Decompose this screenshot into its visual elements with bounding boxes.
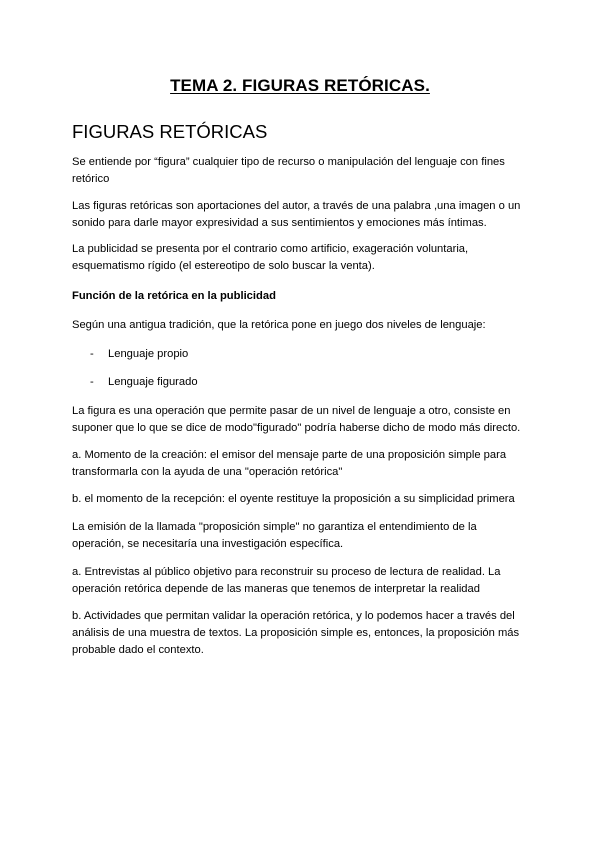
paragraph-figures: Las figuras retóricas son aportaciones del autor, a través de una palabra ,una imagen o un sonido para darle mayor expresividad a sus sentimientos y emociones más íntimas.	[72, 200, 521, 229]
list-marker: -	[90, 348, 94, 360]
list-item	[90, 346, 188, 363]
paragraph-reception: b. el momento de la recepción: el oyente restituye la proposición a su simplicidad primera	[72, 493, 515, 505]
paragraph-creation: a. Momento de la creación: el emisor del mensaje parte de una proposición simple para transformarla con la ayuda de una "operación retórica"	[72, 449, 507, 478]
list-item	[90, 374, 198, 391]
paragraph-simple-proposition: La emisión de la llamada "proposición simple" no garantiza el entendimiento de la operación, se necesitaría una investigación específica.	[72, 521, 477, 550]
list-marker: -	[90, 376, 94, 388]
paragraph-figure-operation: La figura es una operación que permite pasar de un nivel de lenguaje a otro, consiste en suponer que lo que se dice de modo"figurado" podría haberse dicho de modo más directo.	[72, 405, 521, 434]
paragraph-activities: b. Actividades que permitan validar la operación retórica, y lo podemos hacer a través del análisis de una muestra de textos. La proposición simple es, entonces, la proposición más probable dado el contexto.	[72, 610, 520, 656]
paragraph-advertising: La publicidad se presenta por el contrario como artificio, exageración voluntaria, esquematismo rígido (el estereotipo de solo buscar la venta).	[72, 243, 469, 272]
paragraph-interviews: a. Entrevistas al público objetivo para reconstruir su proceso de lectura de realidad. La operación retórica depende de las maneras que tenemos de interpretar la realidad	[72, 566, 501, 595]
paragraph-tradition: Según una antigua tradición, que la retórica pone en juego dos niveles de lenguaje:	[72, 319, 486, 331]
list-item-text: Lenguaje figurado	[108, 376, 198, 388]
list-item-text: Lenguaje propio	[108, 348, 189, 360]
document-title: TEMA 2. FIGURAS RETÓRICAS.	[170, 76, 430, 95]
section-title: FIGURAS RETÓRICAS	[72, 121, 268, 142]
paragraph-definition: Se entiende por “figura” cualquier tipo de recurso o manipulación del lenguaje con fines retórico	[72, 156, 505, 185]
subheading-function: Función de la retórica en la publicidad	[72, 290, 276, 302]
